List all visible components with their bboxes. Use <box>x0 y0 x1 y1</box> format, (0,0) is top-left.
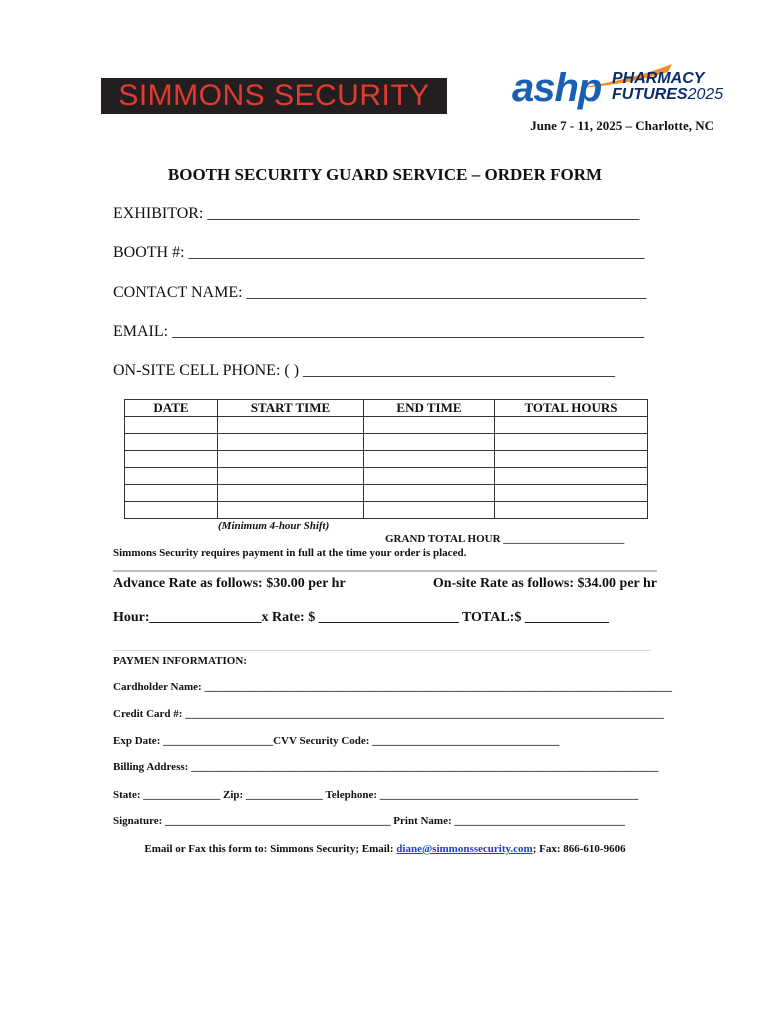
billing-address-field[interactable]: Billing Address: _____________________________________________________________________________________ <box>113 761 659 773</box>
payment-heading: PAYMEN INFORMATION: <box>113 655 247 667</box>
table-row <box>125 434 648 451</box>
booth-field[interactable]: BOOTH #: _________________________________________________________ <box>113 244 645 261</box>
hours-table <box>124 399 648 519</box>
end-cell[interactable] <box>364 451 495 468</box>
futures-word: FUTURES <box>612 86 688 103</box>
table-row <box>125 502 648 519</box>
start-cell[interactable] <box>218 451 364 468</box>
payment-requirement-note: Simmons Security requires payment in full at the time your order is placed. <box>113 547 467 559</box>
payment-divider <box>113 650 651 651</box>
table-header-row <box>125 400 648 417</box>
table-row <box>125 417 648 434</box>
signature-print-name-field[interactable]: Signature: _________________________________________ Print Name: _______________________________ <box>113 815 625 827</box>
ashp-wordmark: ashp <box>512 66 602 110</box>
header-date: DATE <box>125 400 218 417</box>
footer-prefix: Email or Fax this form to: Simmons Security; Email: <box>144 843 397 855</box>
end-cell[interactable] <box>364 434 495 451</box>
header-start-time: START TIME <box>218 400 364 417</box>
end-cell[interactable] <box>364 502 495 519</box>
total-cell[interactable] <box>495 434 648 451</box>
date-cell[interactable] <box>125 434 218 451</box>
date-cell[interactable] <box>125 502 218 519</box>
contact-name-field[interactable]: CONTACT NAME: __________________________________________________ <box>113 284 647 301</box>
header-end-time: END TIME <box>364 400 495 417</box>
end-cell[interactable] <box>364 485 495 502</box>
ashp-pharmacy-futures-logo <box>512 62 724 112</box>
simmons-logo-text: SIMMONS SECURITY <box>118 79 430 112</box>
start-cell[interactable] <box>218 417 364 434</box>
exhibitor-field[interactable]: EXHIBITOR: ______________________________________________________ <box>113 205 640 222</box>
credit-card-field[interactable]: Credit Card #: _______________________________________________________________________________________ <box>113 708 664 720</box>
date-cell[interactable] <box>125 417 218 434</box>
state-zip-telephone-field[interactable]: State: ______________ Zip: ______________ Telephone: _______________________________________________ <box>113 789 639 801</box>
exp-cvv-field[interactable]: Exp Date: ____________________CVV Security Code: __________________________________ <box>113 735 560 747</box>
total-cell[interactable] <box>495 417 648 434</box>
grand-total-hour-field[interactable]: GRAND TOTAL HOUR ______________________ <box>385 533 625 545</box>
pharmacy-label: PHARMACY <box>612 70 705 87</box>
start-cell[interactable] <box>218 502 364 519</box>
end-cell[interactable] <box>364 417 495 434</box>
page-title: BOOTH SECURITY GUARD SERVICE – ORDER FORM <box>167 165 603 184</box>
table-row <box>125 468 648 485</box>
total-cell[interactable] <box>495 502 648 519</box>
advance-rate: Advance Rate as follows: $30.00 per hr <box>113 576 346 591</box>
email-link[interactable]: diane@simmonssecurity.com <box>396 843 533 855</box>
cardholder-name-field[interactable]: Cardholder Name: _____________________________________________________________________________________ <box>113 681 672 693</box>
footer-suffix: ; Fax: 866-610-9606 <box>532 843 626 855</box>
start-cell[interactable] <box>218 434 364 451</box>
email-field[interactable]: EMAIL: ___________________________________________________________ <box>113 323 645 340</box>
start-cell[interactable] <box>218 485 364 502</box>
date-cell[interactable] <box>125 485 218 502</box>
total-cell[interactable] <box>495 468 648 485</box>
event-dates: June 7 - 11, 2025 – Charlotte, NC <box>530 118 714 133</box>
header-total-hours: TOTAL HOURS <box>495 400 648 417</box>
footer-instructions <box>0 843 770 855</box>
total-cell[interactable] <box>495 451 648 468</box>
rate-calculation-field[interactable]: Hour:________________x Rate: $ ____________________ TOTAL:$ ____________ <box>113 610 609 625</box>
table-row <box>125 451 648 468</box>
cell-phone-field[interactable]: ON-SITE CELL PHONE: ( ) _______________________________________ <box>113 362 616 379</box>
section-divider <box>113 570 657 572</box>
futures-label <box>612 86 723 104</box>
onsite-rate: On-site Rate as follows: $34.00 per hr <box>432 576 657 591</box>
end-cell[interactable] <box>364 468 495 485</box>
date-cell[interactable] <box>125 468 218 485</box>
futures-year: 2025 <box>687 86 724 103</box>
simmons-security-logo <box>101 78 447 114</box>
date-cell[interactable] <box>125 451 218 468</box>
table-row <box>125 485 648 502</box>
minimum-shift-note: (Minimum 4-hour Shift) <box>218 520 330 532</box>
start-cell[interactable] <box>218 468 364 485</box>
total-cell[interactable] <box>495 485 648 502</box>
